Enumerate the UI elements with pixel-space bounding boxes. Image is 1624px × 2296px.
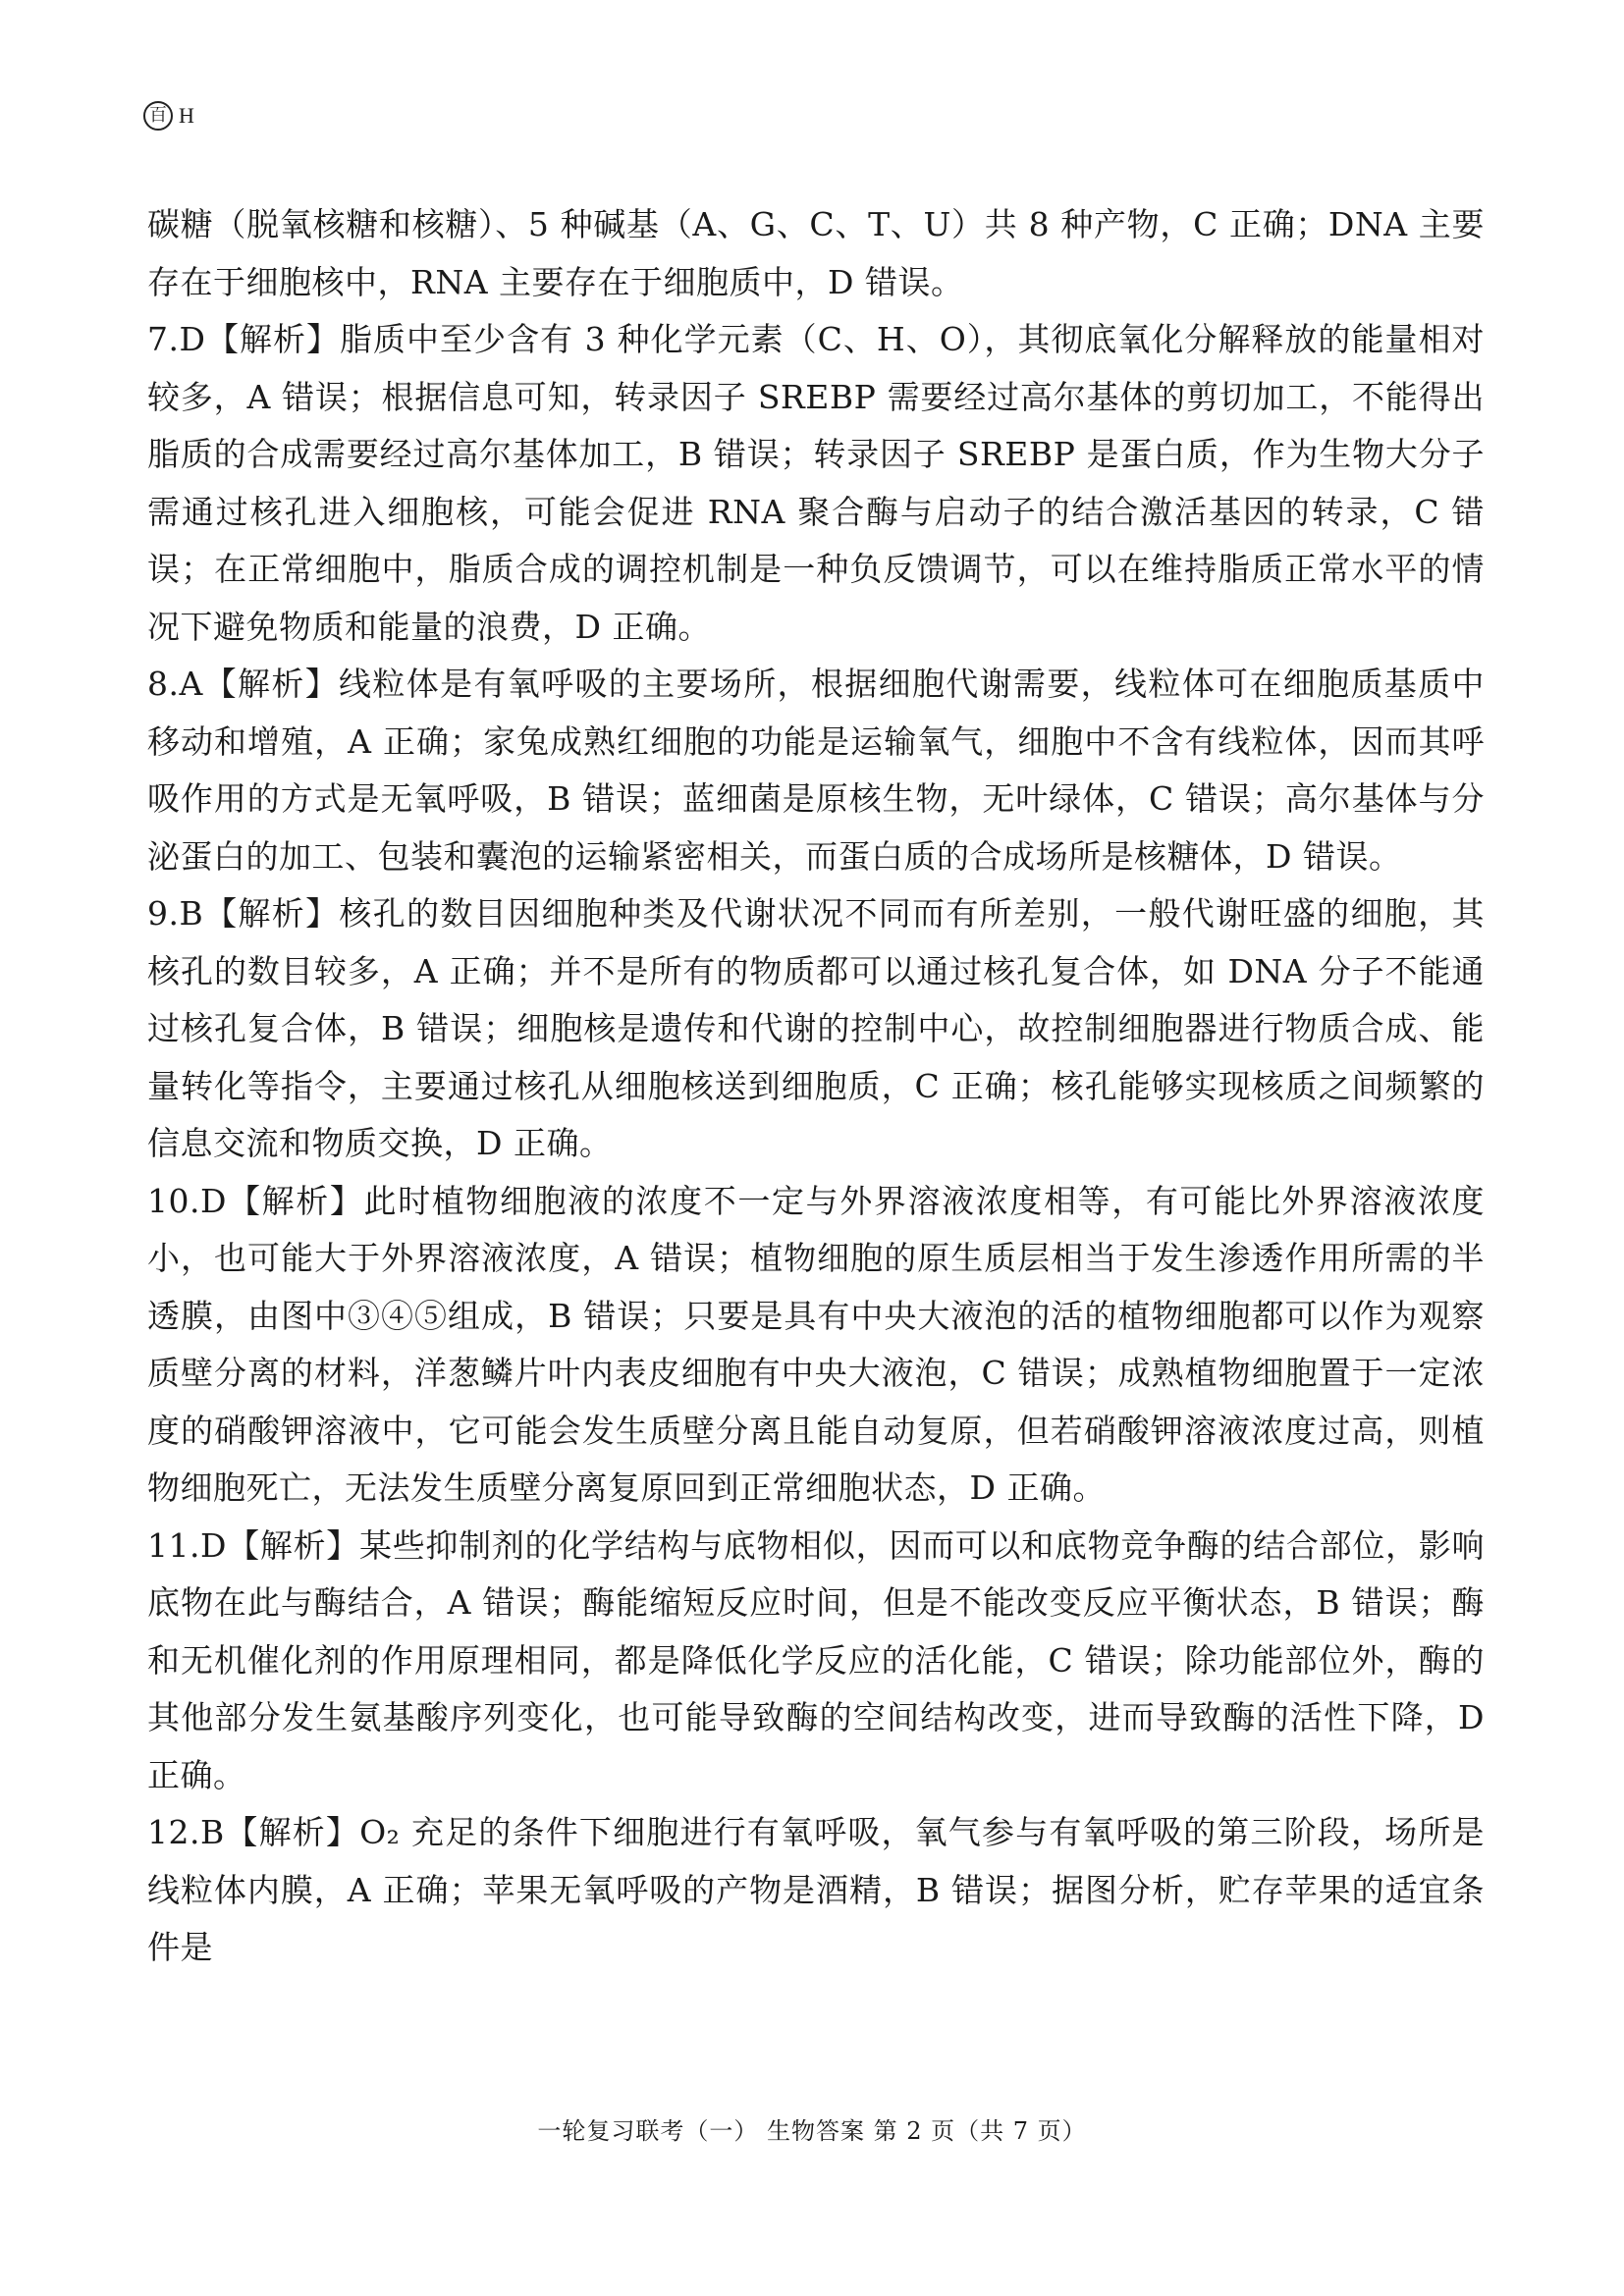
page-footer: 一轮复习联考（一） 生物答案 第 2 页（共 7 页）: [537, 2117, 1087, 2145]
paragraph-answer-11: 11.D【解析】某些抑制剂的化学结构与底物相似，因而可以和底物竞争酶的结合部位，影响底物在此与酶结合，A 错误；酶能缩短反应时间，但是不能改变反应平衡状态，B 错误；酶和无机催化剂的作用原理相同，都是降低化学反应的活化能，C 错误；除功能部位外，酶的其他部分发生氨基酸序列变化，也可能导致酶的空间结构改变，进而导致酶的活性下降，D 正确。: [147, 1525, 1485, 1794]
publisher-logo: [143, 101, 194, 131]
paragraph-answer-10: 10.D【解析】此时植物细胞液的浓度不一定与外界溶液浓度相等，有可能比外界溶液浓度小，也可能大于外界溶液浓度，A 错误；植物细胞的原生质层相当于发生渗透作用所需的半透膜，由图中③④⑤组成，B 错误；只要是具有中央大液泡的活的植物细胞都可以作为观察质壁分离的材料，洋葱鳞片叶内表皮细胞有中央大液泡，C 错误；成熟植物细胞置于一定浓度的硝酸钾溶液中，它可能会发生质壁分离且能自动复原，但若硝酸钾溶液浓度过高，则植物细胞死亡，无法发生质壁分离复原回到正常细胞状态，D 正确。: [147, 1181, 1485, 1507]
paragraph-answer-8: 8.A【解析】线粒体是有氧呼吸的主要场所，根据细胞代谢需要，线粒体可在细胞质基质中移动和增殖，A 正确；家兔成熟红细胞的功能是运输氧气，细胞中不含有线粒体，因而其呼吸作用的方式是无氧呼吸，B 错误；蓝细菌是原核生物，无叶绿体，C 错误；高尔基体与分泌蛋白的加工、包装和囊泡的运输紧密相关，而蛋白质的合成场所是核糖体，D 错误。: [147, 665, 1485, 876]
paragraph-answer-9: 9.B【解析】核孔的数目因细胞种类及代谢状况不同而有所差别，一般代谢旺盛的细胞，其核孔的数目较多，A 正确；并不是所有的物质都可以通过核孔复合体，如 DNA 分子不能通过核孔复合体，B 错误；细胞核是遗传和代谢的控制中心，故控制细胞器进行物质合成、能量转化等指令，主要通过核孔从细胞核送到细胞质，C 正确；核孔能够实现核质之间频繁的信息交流和物质交换，D 正确。: [147, 894, 1485, 1162]
paragraph-continuation: 碳糖（脱氧核糖和核糖）、5 种碱基（A、G、C、T、U）共 8 种产物，C 正确；DNA 主要存在于细胞核中，RNA 主要存在于细胞质中，D 错误。: [147, 205, 1485, 301]
paragraph-answer-7: 7.D【解析】脂质中至少含有 3 种化学元素（C、H、O），其彻底氧化分解释放的能量相对较多，A 错误；根据信息可知，转录因子 SREBP 需要经过高尔基体的剪切加工，不能得出脂质的合成需要经过高尔基体加工，B 错误；转录因子 SREBP 是蛋白质，作为生物大分子需通过核孔进入细胞核，可能会促进 RNA 聚合酶与启动子的结合激活基因的转录，C 错误；在正常细胞中，脂质合成的调控机制是一种负反馈调节，可以在维持脂质正常水平的情况下避免物质和能量的浪费，D 正确。: [147, 320, 1485, 646]
logo-circle-icon: 百: [143, 101, 173, 131]
answer-content: [147, 196, 1485, 1977]
paragraph-answer-12: 12.B【解析】O₂ 充足的条件下细胞进行有氧呼吸，氧气参与有氧呼吸的第三阶段，场所是线粒体内膜，A 正确；苹果无氧呼吸的产物是酒精，B 错误；据图分析，贮存苹果的适宜条件是: [147, 1813, 1485, 1966]
logo-letter: H: [179, 103, 194, 128]
